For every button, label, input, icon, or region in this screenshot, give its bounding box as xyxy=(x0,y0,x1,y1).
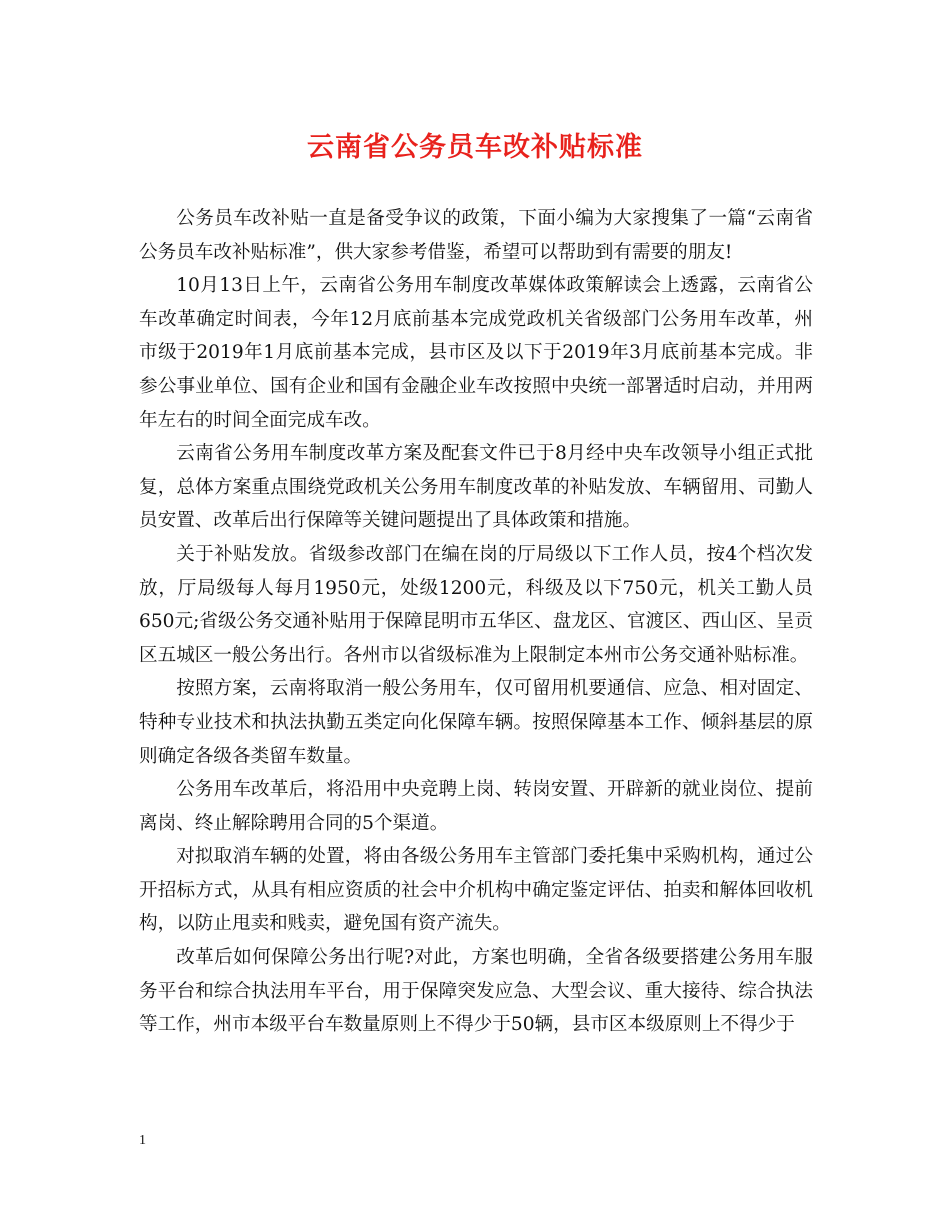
paragraph-5: 按照方案，云南将取消一般公务用车，仅可留用机要通信、应急、相对固定、特种专业技术和执法执勤五类定向化保障车辆。按照保障基本工作、倾斜基层的原则确定各级各类留车数量。 xyxy=(139,678,813,767)
paragraph-4: 关于补贴发放。省级参改部门在编在岗的厅局级以下工作人员，按4个档次发放，厅局级每人每月1950元，处级1200元，科级及以下750元，机关工勤人员650元;省级公务交通补贴用于保障昆明市五华区、盘龙区、官渡区、西山区、呈贡区五城区一般公务出行。各州市以省级标准为上限制定本州市公务交通补贴标准。 xyxy=(139,543,813,666)
paragraph-6: 公务用车改革后，将沿用中央竞聘上岗、转岗安置、开辟新的就业岗位、提前离岗、终止解除聘用合同的5个渠道。 xyxy=(139,779,813,834)
paragraph-7: 对拟取消车辆的处置，将由各级公务用车主管部门委托集中采购机构，通过公开招标方式，从具有相应资质的社会中介机构中确定鉴定评估、拍卖和解体回收机构，以防止甩卖和贱卖，避免国有资产流失。 xyxy=(139,846,813,935)
paragraph-8: 改革后如何保障公务出行呢?对此，方案也明确，全省各级要搭建公务用车服务平台和综合执法用车平台，用于保障突发应急、大型会议、重大接待、综合执法等工作，州市本级平台车数量原则上不得少于50辆，县市区本级原则上不得少于 xyxy=(139,947,813,1036)
page-number: 1 xyxy=(139,1133,146,1148)
document-body xyxy=(139,202,813,1042)
paragraph-2: 10月13日上午，云南省公务用车制度改革媒体政策解读会上透露，云南省公车改革确定时间表，今年12月底前基本完成党政机关省级部门公务用车改革，州市级于2019年1月底前基本完成，县市区及以下于2019年3月底前基本完成。非参公事业单位、国有企业和国有金融企业车改按照中央统一部署适时启动，并用两年左右的时间全面完成车改。 xyxy=(139,275,813,431)
paragraph-3: 云南省公务用车制度改革方案及配套文件已于8月经中央车改领导小组正式批复，总体方案重点围绕党政机关公务用车制度改革的补贴发放、车辆留用、司勤人员安置、改革后出行保障等关键问题提出了具体政策和措施。 xyxy=(139,443,813,532)
paragraph-1: 公务员车改补贴一直是备受争议的政策，下面小编为大家搜集了一篇“云南省公务员车改补贴标准”，供大家参考借鉴，希望可以帮助到有需要的朋友! xyxy=(139,208,813,263)
page-title: 云南省公务员车改补贴标准 xyxy=(307,132,643,163)
